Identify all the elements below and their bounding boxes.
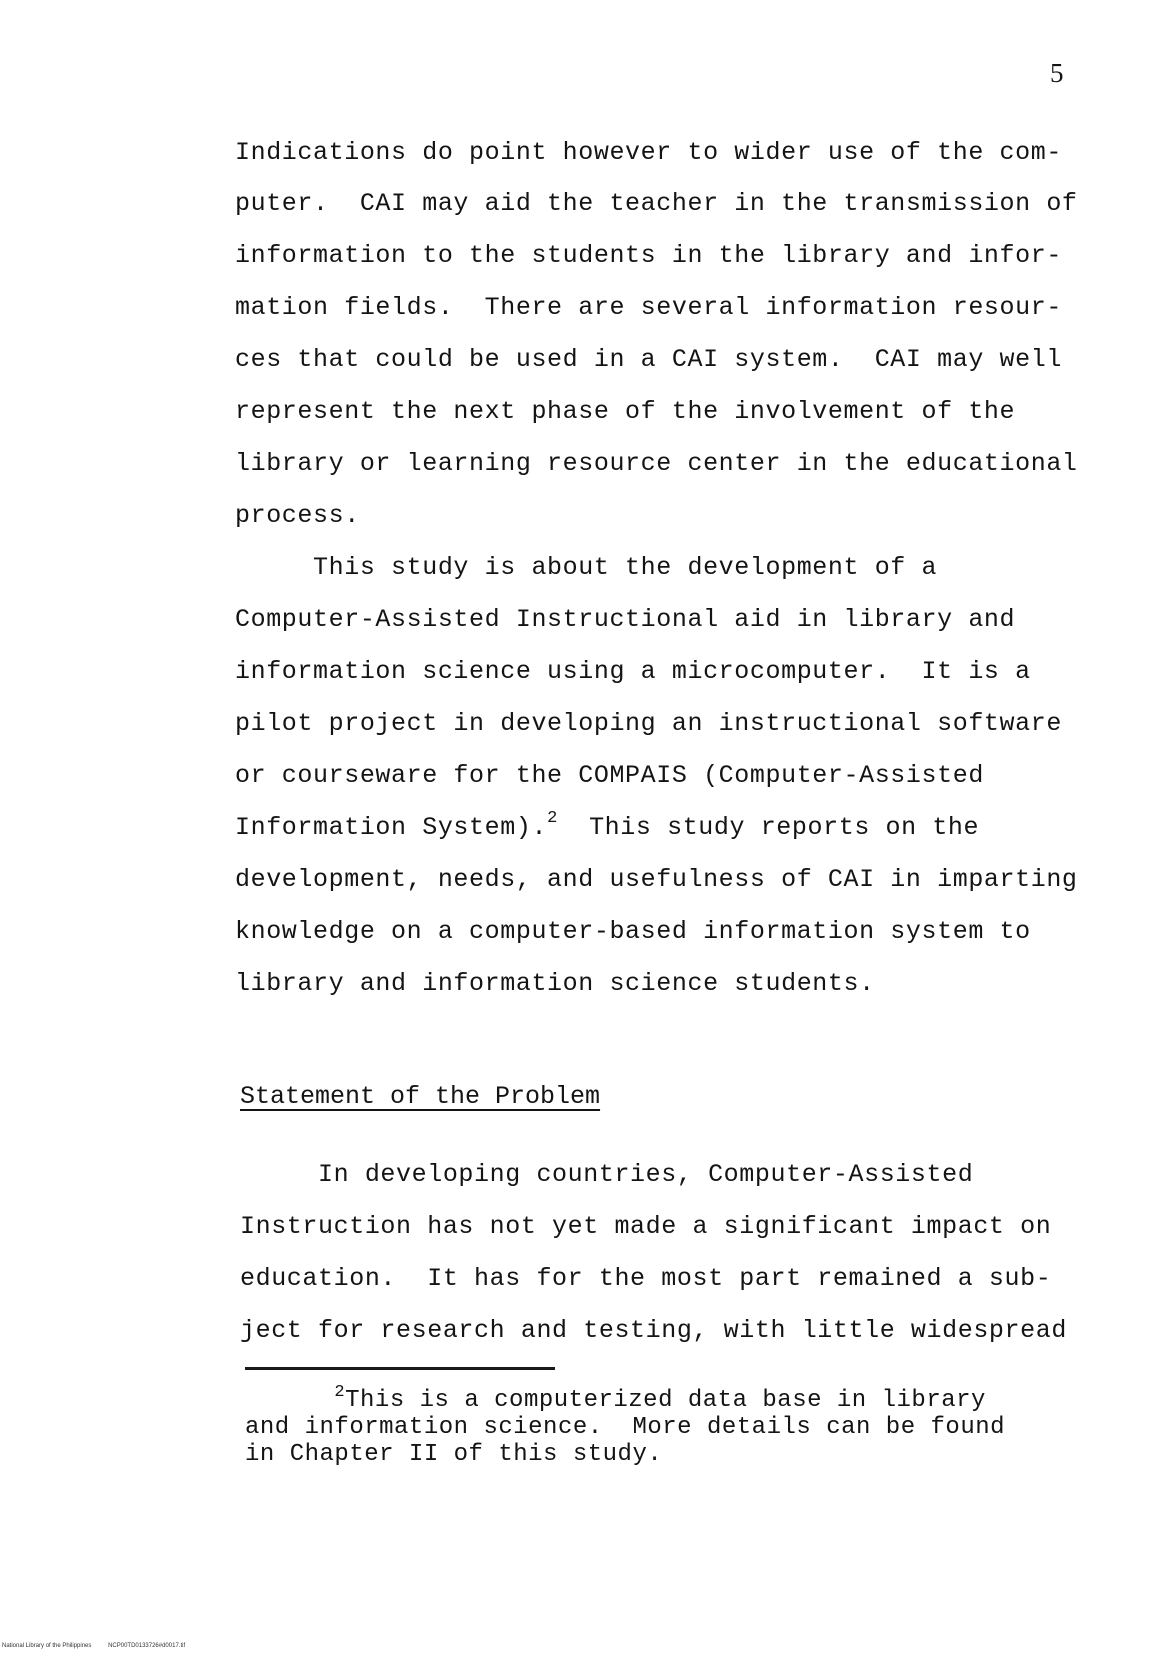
page-number: 5	[1050, 58, 1064, 88]
scan-footer	[2, 1643, 185, 1649]
text-line: information science using a microcomputer. It is a	[235, 657, 1031, 686]
footnote-line: in Chapter II of this study.	[245, 1441, 663, 1468]
text-line: puter. CAI may aid the teacher in the transmission of	[235, 189, 1078, 218]
text-line: library or learning resource center in the educational	[235, 449, 1078, 478]
text-line: Indications do point however to wider use of the com-	[235, 138, 1062, 167]
text-line: In developing countries, Computer-Assisted	[240, 1160, 974, 1189]
text-line: knowledge on a computer-based information system to	[235, 917, 1031, 946]
footnote-text: This is a computerized data base in library	[345, 1387, 986, 1414]
text-line: ces that could be used in a CAI system. CAI may well	[235, 345, 1062, 374]
text-line: This study is about the development of a	[235, 553, 938, 582]
text-line: or courseware for the COMPAIS (Computer-Assisted	[235, 761, 984, 790]
text-line: Instruction has not yet made a significant impact on	[240, 1212, 1052, 1241]
footnote-line	[245, 1383, 986, 1414]
text-line-with-footnote-ref	[235, 809, 980, 842]
text-line: process.	[235, 501, 360, 530]
text-segment: Information System).	[235, 813, 548, 842]
text-line: Computer-Assisted Instructional aid in library and	[235, 605, 1016, 634]
text-line: ject for research and testing, with little widespread	[240, 1316, 1067, 1345]
text-line: mation fields. There are several information resour-	[235, 293, 1062, 322]
footnote-divider	[245, 1367, 555, 1370]
footer-library: National Library of the Philippines	[2, 1643, 92, 1649]
text-line: development, needs, and usefulness of CAI in imparting	[235, 865, 1078, 894]
text-line: represent the next phase of the involvement of the	[235, 397, 1016, 426]
text-line: education. It has for the most part remained a sub-	[240, 1264, 1052, 1293]
section-heading: Statement of the Problem	[240, 1082, 601, 1111]
text-line: pilot project in developing an instructional software	[235, 709, 1062, 738]
footnote-marker: 2	[334, 1383, 346, 1402]
text-line: library and information science students.	[235, 969, 875, 998]
footnote-line: and information science. More details can be found	[245, 1414, 1006, 1441]
text-line: information to the students in the library and infor-	[235, 241, 1062, 270]
footer-code: NCP00TD0133726#d0017.tif	[108, 1643, 186, 1649]
text-segment: This study reports on the	[557, 813, 980, 842]
footnote-reference: 2	[547, 809, 558, 828]
